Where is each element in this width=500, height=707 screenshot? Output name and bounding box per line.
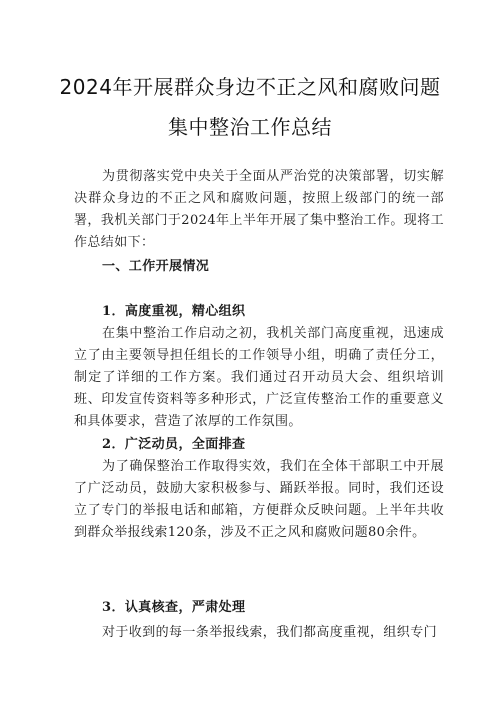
document-title-line-1: 2024年开展群众身边不正之风和腐败问题 <box>59 75 441 99</box>
item-1-paragraph: 在集中整治工作启动之初，我机关部门高度重视，迅速成立了由主要领导担任组长的工作领导小组，明确了责任分工，制定了详细的工作方案。我们通过召开动员大会、组织培训班、印发宣传资料等多种形式，广泛宣传整治工作的重要意义和具体要求，营造了浓厚的工作氛围。 <box>74 326 444 429</box>
item-1-heading: 1．高度重视，精心组织 <box>102 304 246 319</box>
item-2-heading: 2．广泛动员，全面排查 <box>102 437 246 452</box>
document-title-line-2: 集中整治工作总结 <box>168 115 332 139</box>
intro-paragraph: 为贯彻落实党中央关于全面从严治党的决策部署，切实解决群众身边的不正之风和腐败问题，按照上级部门的统一部署，我机关部门于2024年上半年开展了集中整治工作。现将工作总结如下： <box>74 169 444 250</box>
item-2-paragraph: 为了确保整治工作取得实效，我们在全体干部职工中开展了广泛动员，鼓励大家积极参与、踊跃举报。同时，我们还设立了专门的举报电话和邮箱，方便群众反映问题。上半年共收到群众举报线索120条，涉及不正之风和腐败问题80余件。 <box>74 459 444 540</box>
item-3-heading: 3．认真核查，严肃处理 <box>102 600 246 615</box>
item-3-paragraph: 对于收到的每一条举报线索，我们都高度重视，组织专门 <box>102 625 438 640</box>
section-1-heading: 一、工作开展情况 <box>102 259 210 274</box>
